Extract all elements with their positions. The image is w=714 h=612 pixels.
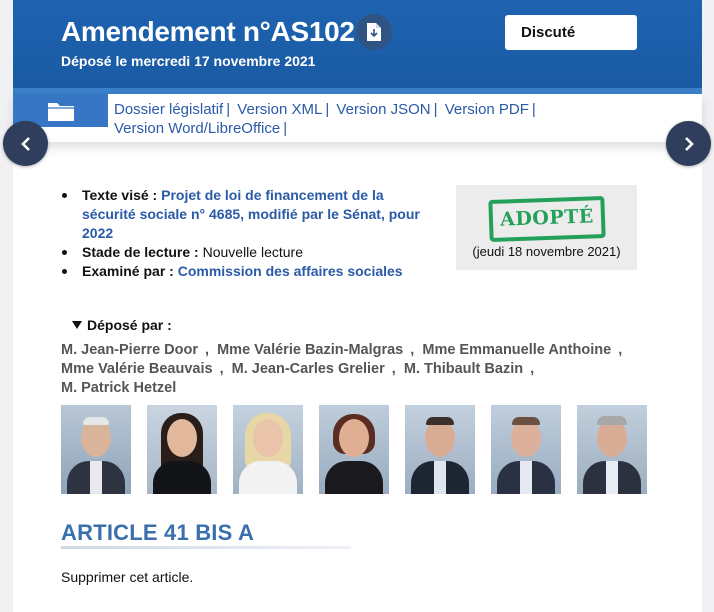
texte-label: Texte visé : bbox=[82, 187, 158, 203]
link-version-xml[interactable]: Version XML bbox=[237, 101, 323, 118]
author-photo[interactable] bbox=[405, 405, 475, 494]
link-version-json[interactable]: Version JSON bbox=[336, 101, 431, 118]
link-version-word[interactable]: Version Word/LibreOffice bbox=[114, 120, 281, 137]
article-underline bbox=[61, 546, 351, 549]
examine-label: Examiné par : bbox=[82, 263, 174, 279]
author-photo[interactable] bbox=[319, 405, 389, 494]
document-links bbox=[114, 100, 584, 138]
caret-down-icon bbox=[72, 321, 82, 329]
result-date: (jeudi 18 novembre 2021) bbox=[472, 244, 621, 259]
link-separator: | bbox=[226, 101, 231, 118]
author-photos bbox=[61, 405, 647, 494]
stade-label: Stade de lecture : bbox=[82, 244, 199, 260]
author-separator: , bbox=[614, 342, 623, 358]
author-photo[interactable] bbox=[61, 405, 131, 494]
deposit-date: mercredi 17 novembre 2021 bbox=[131, 53, 316, 69]
examine-link[interactable]: Commission des affaires sociales bbox=[177, 263, 403, 279]
info-texte-vise bbox=[60, 186, 440, 243]
chevron-left-icon bbox=[20, 137, 32, 151]
status-badge: Discuté bbox=[505, 15, 637, 50]
author-separator: , bbox=[387, 361, 396, 377]
link-separator: | bbox=[531, 101, 536, 118]
author-name[interactable]: M. Jean-Carles Grelier bbox=[231, 361, 385, 377]
author-name[interactable]: M. Thibault Bazin bbox=[403, 361, 524, 377]
amendment-info bbox=[60, 186, 440, 281]
author-separator: , bbox=[215, 361, 224, 377]
document-links-bar bbox=[13, 94, 702, 142]
texte-link[interactable]: Projet de loi de financement de la sécurité sociale n° 4685, modifié par le Sénat, pour 2022 bbox=[82, 187, 420, 241]
next-button[interactable] bbox=[666, 121, 711, 166]
chevron-right-icon bbox=[683, 137, 695, 151]
author-separator: , bbox=[526, 361, 535, 377]
authors-list bbox=[61, 341, 661, 398]
stade-value: Nouvelle lecture bbox=[202, 244, 303, 260]
author-photo[interactable] bbox=[147, 405, 217, 494]
author-separator: , bbox=[201, 342, 210, 358]
author-name[interactable]: Mme Valérie Bazin-Malgras bbox=[217, 342, 404, 358]
info-examine bbox=[60, 262, 440, 281]
depose-toggle[interactable] bbox=[72, 317, 172, 333]
link-version-pdf[interactable]: Version PDF bbox=[444, 101, 529, 118]
folder-icon bbox=[47, 100, 75, 122]
author-photo[interactable] bbox=[233, 405, 303, 494]
author-name[interactable]: M. Jean-Pierre Door bbox=[61, 342, 198, 358]
pdf-download-button[interactable] bbox=[356, 14, 392, 50]
author-photo[interactable] bbox=[577, 405, 647, 494]
deposit-prefix: Déposé le bbox=[61, 53, 128, 69]
author-photo[interactable] bbox=[491, 405, 561, 494]
link-separator: | bbox=[283, 120, 288, 137]
amendment-card bbox=[13, 0, 702, 612]
author-name[interactable]: M. Patrick Hetzel bbox=[61, 380, 177, 396]
pdf-file-icon bbox=[366, 22, 382, 42]
adopted-stamp: ADOPTÉ bbox=[488, 196, 605, 242]
author-separator: , bbox=[406, 342, 415, 358]
link-separator: | bbox=[325, 101, 330, 118]
deposit-line bbox=[61, 53, 315, 69]
author-name[interactable]: Mme Valérie Beauvais bbox=[61, 361, 213, 377]
info-stade bbox=[60, 243, 440, 262]
link-dossier-legislatif[interactable]: Dossier législatif bbox=[114, 101, 224, 118]
link-separator: | bbox=[433, 101, 438, 118]
article-text: Supprimer cet article. bbox=[61, 569, 194, 585]
depose-label: Déposé par : bbox=[87, 317, 172, 333]
result-box bbox=[456, 185, 637, 270]
author-name[interactable]: Mme Emmanuelle Anthoine bbox=[422, 342, 612, 358]
amendment-header bbox=[13, 0, 702, 94]
previous-button[interactable] bbox=[3, 121, 48, 166]
article-title: ARTICLE 41 BIS A bbox=[61, 520, 255, 545]
amendment-title: Amendement n°AS102 bbox=[61, 16, 355, 47]
